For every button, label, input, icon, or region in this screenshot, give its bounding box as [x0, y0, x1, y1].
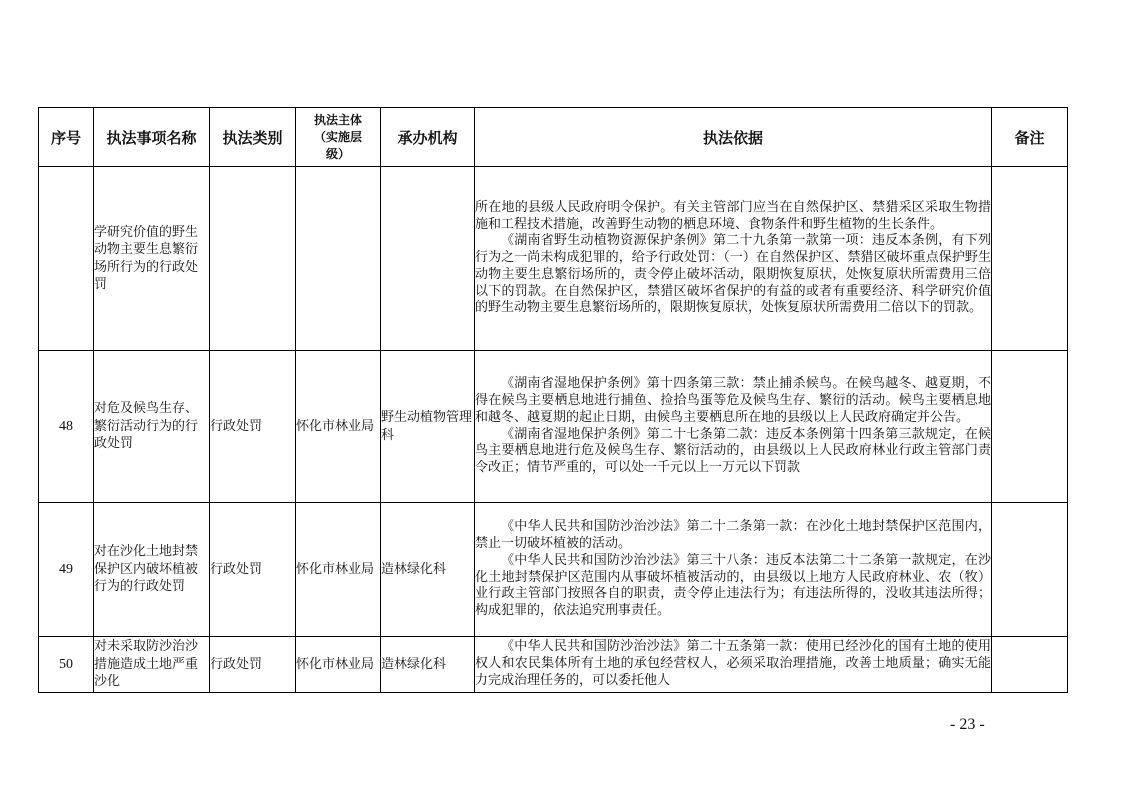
basis-paragraph: 《中华人民共和国防沙治沙法》第二十二条第一款：在沙化土地封禁保护区范围内，禁止一切破坏植被的活动。	[475, 519, 991, 552]
header-name: 执法事项名称	[94, 108, 210, 167]
row-name: 对未采取防沙治沙措施造成土地严重沙化	[94, 637, 210, 693]
header-remark: 备注	[992, 108, 1068, 167]
header-org: 承办机构	[381, 108, 475, 167]
row-subject: 怀化市林业局	[296, 637, 381, 693]
row-seq: 48	[39, 351, 94, 503]
row-basis	[475, 167, 992, 351]
header-seq: 序号	[39, 108, 94, 167]
basis-paragraph: 《中华人民共和国防沙治沙法》第二十五条第一款：使用已经沙化的国有土地的使用权人和农民集体所有土地的承包经营权人，必须采取治理措施，改善土地质量；确实无能力完成治理任务的，可以委托他人	[475, 639, 991, 688]
basis-paragraph: 《湖南省湿地保护条例》第二十七条第二款：违反本条例第十四条第三款规定，在候鸟主要栖息地进行危及候鸟生存、繁衍活动的，由县级以上人民政府林业行政主管部门责令改正；情节严重的，可以处一千元以上一万元以下罚款	[475, 426, 991, 475]
row-type: 行政处罚	[210, 503, 296, 637]
row-basis	[475, 637, 992, 693]
row-subject	[296, 167, 381, 351]
row-name: 对在沙化土地封禁保护区内破坏植被行为的行政处罚	[94, 503, 210, 637]
row-seq: 50	[39, 637, 94, 693]
table-row	[39, 167, 1068, 351]
row-seq: 49	[39, 503, 94, 637]
row-remark	[992, 637, 1068, 693]
header-subject: 执法主体（实施层级）	[296, 108, 381, 167]
row-remark	[992, 351, 1068, 503]
basis-paragraph: 《湖南省湿地保护条例》第十四条第三款：禁止捕杀候鸟。在候鸟越冬、越夏期，不得在候鸟主要栖息地进行捕鱼、捡拾鸟蛋等危及候鸟生存、繁衍的活动。候鸟主要栖息地和越冬、越夏期的起止日期，由候鸟主要栖息所在地的县级以上人民政府确定并公告。	[475, 376, 991, 425]
header-row	[39, 108, 1068, 167]
row-type	[210, 167, 296, 351]
row-basis	[475, 351, 992, 503]
row-org	[381, 167, 475, 351]
header-basis: 执法依据	[475, 108, 992, 167]
row-org: 野生动植物管理科	[381, 351, 475, 503]
row-basis	[475, 503, 992, 637]
row-name: 对危及候鸟生存、繁衍活动行为的行政处罚	[94, 351, 210, 503]
header-type: 执法类别	[210, 108, 296, 167]
row-org: 造林绿化科	[381, 503, 475, 637]
row-type: 行政处罚	[210, 637, 296, 693]
basis-paragraph: 所在地的县级人民政府明令保护。有关主管部门应当在自然保护区、禁猎采区采取生物措施和工程技术措施，改善野生动物的栖息环境、食物条件和野生植物的生长条件。	[475, 200, 991, 232]
row-type: 行政处罚	[210, 351, 296, 503]
row-remark	[992, 503, 1068, 637]
enforcement-table	[38, 107, 1068, 693]
row-subject: 怀化市林业局	[296, 351, 381, 503]
row-name: 学研究价值的野生动物主要生息繁衍场所行为的行政处罚	[94, 167, 210, 351]
basis-paragraph: 《中华人民共和国防沙治沙法》第三十八条：违反本法第二十二条第一款规定，在沙化土地封禁保护区范围内从事破坏植被活动的，由县级以上地方人民政府林业、农（牧）业行政主管部门按照各自的职责，责令停止违法行为；有违法所得的，没收其违法所得；构成犯罪的，依法追究刑事责任。	[475, 552, 991, 618]
row-subject: 怀化市林业局	[296, 503, 381, 637]
table-row	[39, 503, 1068, 637]
row-seq	[39, 167, 94, 351]
row-org: 造林绿化科	[381, 637, 475, 693]
page-number: - 23 -	[950, 716, 985, 733]
table-row	[39, 637, 1068, 693]
basis-paragraph: 《湖南省野生动植物资源保护条例》第二十九条第一款第一项：违反本条例，有下列行为之一尚未构成犯罪的，给予行政处罚：（一）在自然保护区、禁猎区破坏重点保护野生动物主要生息繁衍场所的，责令停止破坏活动，限期恢复原状，处恢复原状所需费用三倍以下的罚款。在自然保护区，禁猎区破坏省保护的有益的或者有重要经济、科学研究价值的野生动物主要生息繁衍场所的，限期恢复原状，处恢复原状所需费用二倍以下的罚款。	[475, 233, 991, 316]
row-remark	[992, 167, 1068, 351]
table-row	[39, 351, 1068, 503]
